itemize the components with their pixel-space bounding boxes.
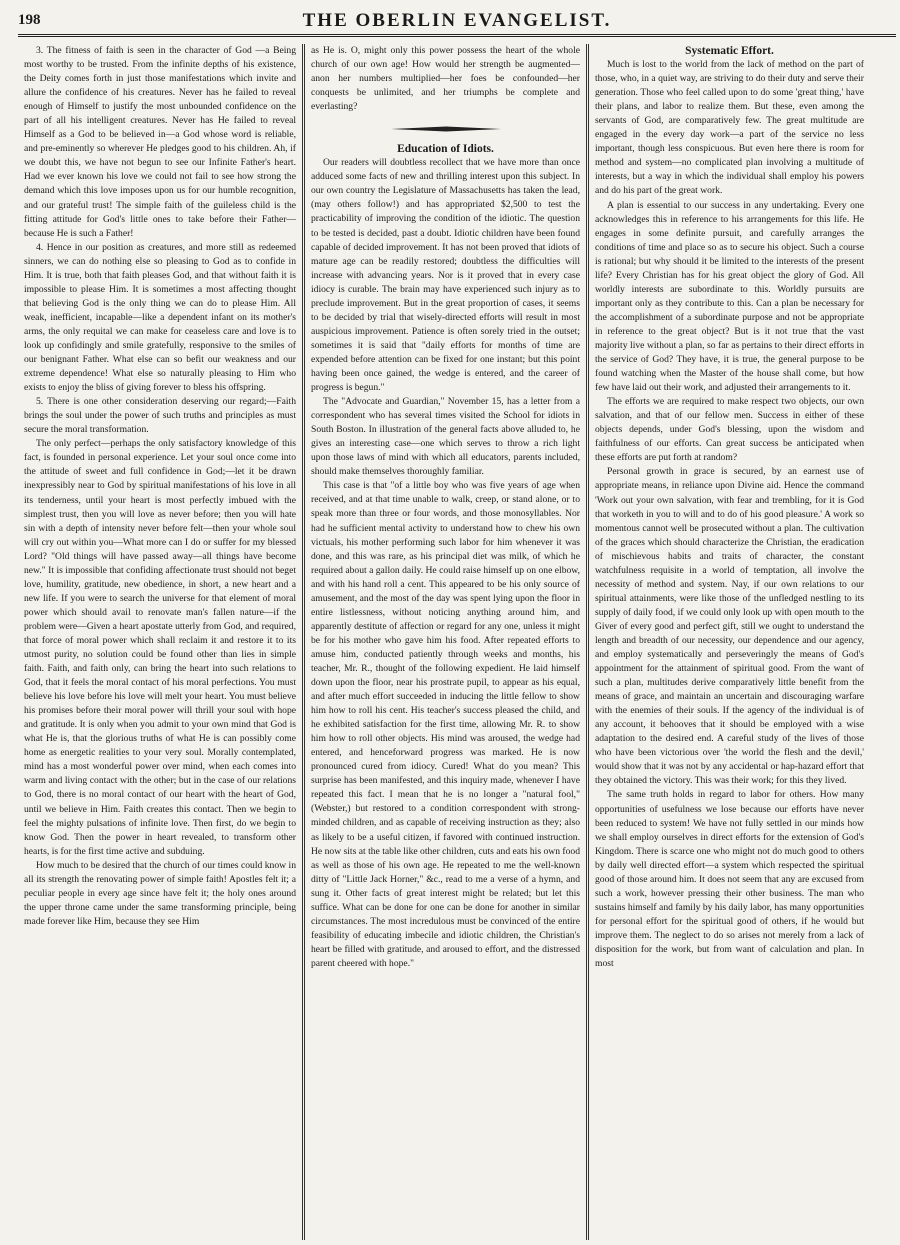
paragraph-5: The same truth holds in regard to labor for others. How many opportunities of usefulness we lose because our efforts have never been reduced to system! We have not fully settled in our minds how we shall employ ourselves in direct efforts for the extension of God's Kingdom. There is scarce one who might not do much good to others by daily well directed effort—a system which respected the spiritual good of those around him. It does not seem that any are excused from such a work, however pressing their other business. The man who sustains himself and family by his daily labor, has many opportunities for personal effort for the spiritual good of others, if he would but improve them. The neglect to do so arises not merely from a lack of disposition for the work, but from want of calculation and plan. In most <box>595 789 864 970</box>
paragraph-6: The only perfect—perhaps the only satisfactory knowledge of this fact, is founded in personal experience. Let your soul once come into the attitude of sweet and full confidence in God;—let it be drawn inexpressibly near to God by spiritual manifestations of his love in all its tenderness, until your heart is most perfectly imbued with the simplest trust, then you will love as never before; then you will hate sin with a depth of intensity never before felt—then your whole soul will cry out within you—What more can I do or suffer for my blessed Lord? "Old things will have passed away—all things have become new." It is impossible that confiding affectionate trust should not beget love, humility, gratitude, new obedience, in short, a new heart and a new life. If you were to search the universe for that element of moral power which should avail to renovate man's fallen nature—if the problem were—Given a heart apostate utterly from God, and required, that force of moral power which shall reclaim it and restore it to its utmost purity, no solution could be found other than lies in simple faith. Faith, and faith only, can bring the heart into such relations to God, that it feels the moral contact of his moral perfections. You must believe his love before his love will melt your heart. You must believe his promises before their moral power will thrill your soul with hope and gratitude. It is only when you admit to your own mind that God is what He is, that the glorious truths of what He is can possibly come home as energetic realities to your very soul. Morally contemplated, mind has a most wonderful power over mind, when each comes into warm and living contact with the other; but in the case of our relations to God, there is no moral contact of our heart with the heart of God, until we believe in Him. Faith creates this contact. Then we begin to feel the mighty pulsations of infinite love. Then first, do we begin to know God. Then the power in heart revealed, to transform other hearts, is for the first time active and subduing. <box>24 438 296 857</box>
column-left <box>18 44 302 1240</box>
paragraph-1: Much is lost to the world from the lack of method on the part of those, who, in a quiet way, are striving to do their duty and serve their generation. Those who feel called upon to do some 'great thing,' have their plans, and labor to realize them. But these, even among the servants of God, are comparatively few. The great multitude are engaged in the every day work—a part of the service no less important, though less conspicuous. But even here there is room for method and system—no complicated plan involving a multitude of interests, but a way in which the individual shall employ his powers and do his part of the great work. <box>595 59 864 197</box>
masthead <box>18 8 896 37</box>
paragraph-2: A plan is essential to our success in any undertaking. Every one acknowledges this in reference to his arrangements for this life. He engages in some definite pursuit, and carefully arranges the conditions of time and place so as to secure his object. Such a course is rational; but why should it be limited to the interests of the present life? Every Christian has for his great object the glory of God. All worldly interests are subordinate to this. Worldly pursuits are important only as they contribute to this. Can a plan be necessary for the accomplishment of a subordinate purpose and not be appropriate in reference to the great object? But is it not true that the vast majority live without a plan, so far as pertains to their direct efforts in the service of God? They have, it is true, the general purpose to be found watching when the Master of the house shall come, but how few have laid out their work, and adjusted their arrangements to it. <box>595 199 864 394</box>
article-heading-systematic-effort: Systematic Effort. <box>685 45 774 57</box>
journal-title: THE OBERLIN EVANGELIST. <box>302 10 612 31</box>
paragraph-4: Personal growth in grace is secured, by an earnest use of appropriate means, in reliance upon Divine aid. Hence the command 'Work out your own salvation, with fear and trembling, for it is God that worketh in you to will and to do of his good pleasure.' A work so momentous cannot well be prosecuted without a plan. The cultivation of the graces which should characterize the Christian, the eradication of mischievous habits and traits of character, the constant watchfulness requisite in a world of temptation, all involve the necessity of method and system. Nay, if our own relations to our spiritual attainments, were like those of the unfledged nestling to its supply of daily food, if we could only look up with open mouth to the Giver of every good and perfect gift, still we ought to understand the length and breadth of our necessity, our dependence and our agency, and employ systematically and perseveringly the means of God's appointment for the attainment of spiritual good. From the want of such a plan, multitudes derive comparatively little benefit from the means of grace, and maintain an uncertain and discouraging warfare with the enemies of their souls. If the agency of the individual is of any account, it behooves that it should be employed with a wise adaptation to the desired end. A careful study of the lives of those who have been victorious over 'the world the flesh and the devil,' would show that it was not by any accidental or hap-hazard effort that they obtained the victory. This was their work; for this they lived. <box>595 466 864 787</box>
paragraph-3: 3. The fitness of faith is seen in the character of God —a Being most worthy to be trusted. From the infinite depths of his existence, the Deity comes forth in just those manifestations which invite and allure the confidence of his creatures. Never has he failed to reveal enough of Himself to justify the most unbounded confidence on the part of all his intelligent creatures. Never has He failed to reveal Himself as a God to be believed in—a God whose word is reliable, and pre-eminently so wherever He pledges good to his children. Ah, if we doubt this, we have not begun to see our Infinite Father's heart. Had we ever known his love we could not fail to see how strong the demand which this love imposes upon us for our humble recognition, and our grateful trust! The simple faith of the guileless child is the fitting attitude for God's little ones to take before their Father—because He is such a Father! <box>24 45 296 239</box>
columns <box>18 44 896 1240</box>
column-middle <box>302 44 586 1240</box>
column-right <box>586 44 870 1240</box>
paragraph-7: How much to be desired that the church of our times could know in all its strength the renovating power of simple faith! Apostles felt it; a peculiar people in every age since have felt it; the holy ones around the upper throne came under the same transforming principle, being made forever like Him, because they see Him <box>24 859 296 927</box>
paragraph-3: The efforts we are required to make respect two objects, our own salvation, and that of our fellow men. Success in either of these objects depends, under God's blessing, upon the wisdom and faithfulness of our efforts. Can great success be anticipated when these efforts are put forth at random? <box>595 396 864 464</box>
paragraph-2: The "Advocate and Guardian," November 15, has a letter from a correspondent who has several times visited the School for idiots in South Boston. In illustration of the general facts above alluded to, he gives an interesting case—one which serves to throw a rich light upon those laws of mind with which all educators, parents included, should make themselves thoroughly familiar. <box>311 396 580 478</box>
section-divider <box>391 126 501 132</box>
paragraph-1: Our readers will doubtless recollect that we have more than once adduced some facts of new and thrilling interest upon this subject. In our own country the Legislature of Massachusetts has taken the lead, (may others follow!) and has appropriated $2,500 to test the practicability of improving the condition of the idiotic. The question to be tested is decided, past a doubt. Idiotic children have been found capable of decided improvement. It has not been proved that idiots of mature age can be readily restored; doubtless the difficulties will increase with advancing years. Nor is it proved that in every case idiocy is curable. The brain may have experienced such injury as to preclude improvement. But in the great proportion of cases, it seems to be decided by trial that wisely-directed efforts will result in most auspicious improvement. Patience is often sorely tried in the outset; sometimes it is said that "daily efforts for months of time are expended before attention can be fixed for one instant; but this point having been once gained, the wedge is entered, and the career of progress is begun." <box>311 157 580 394</box>
newspaper-page <box>18 8 896 1240</box>
article-heading-education-of-idiots: Education of Idiots. <box>397 143 494 156</box>
page-number: 198 <box>18 12 41 28</box>
paragraph-4: 4. Hence in our position as creatures, and more still as redeemed sinners, we can do nothing else so pleasing to God as to confide in Him. It is true, both that faith pleases God, and that without faith it is impossible to please Him. It is sometimes a most affecting thought that believing God is the only thing we can do to please Him. All weak, inefficient, incapable—like a dependent infant on its mother's arms, the only requital we can make for ceaseless care and love is to look up confidingly and smile gratefully, responsive to the smiles of our benignant Father. What else can so befit our weakness and our extreme dependence! What else so naturally pleasing to Him who exists to enjoy the bliss of giving forever to bless his offspring. <box>24 241 296 394</box>
paragraph-3: This case is that "of a little boy who was five years of age when received, and at that time unable to walk, creep, or stand alone, or to speak more than three or four words, and those monosyllables. Nor had he sufficient mental activity to understand how to chew his own victuals, his mother performing such labor for him whenever it was done, and this was rare, as his principal diet was milk, of which he required about a gallon daily. He could raise himself up on one elbow, and with his hand roll a cent. This appeared to be his only source of amusement, and the most of the day was spent lying upon the floor in entire listlessness, without noticing anything around him, and apparently destitute of affection or regard for any one, unless it might be for his mother who gave him his food. After repeated efforts to amuse him, conducted patiently through weeks and months, his teacher, Mr. R., thought of the following expedient. He laid himself down upon the floor, near his prostrate pupil, to appear as his equal, and after much effort succeeded in inducing the little fellow to show him how to roll his cent. His teacher's success pleased the child, and he exhibited satisfaction for the first time, allowing Mr. R. to show him how to roll other objects. His mind was aroused, the wedge had entered, and henceforward progress was marked. He is now pronounced cured from idiocy. Cured! What do you mean? This surprise has been manifested, and this inquiry made, whenever I have repeated this fact. I mean that he is no longer a "natural fool," (Webster,) but restored to a condition correspondent with strong-minded children, and as capable of receiving instruction as they; also as likely to be a useful citizen, if favored with continued instruction. He now sits at the table like other children, cuts and eats his own food as well as those of his own age. He repeated to me the well-known ditty of "Little Jack Horner," &c., read to me a verse of a hymn, and sung it. Other facts of great interest might be related; but let this suffice. What can be done for one can be done for another in similar circumstances. The most incredulous must be convinced of the entire feasibility of educating imbecile and idiotic children, the Christian's heart be filled with gratitude, and aroused to effort, and the distressed parent cheered with hope." <box>311 480 580 969</box>
paragraph-5: 5. There is one other consideration deserving our regard;—Faith brings the soul under the power of such truths and principles as must secure the moral transformation. <box>24 396 296 436</box>
paragraph-continued: as He is. O, might only this power possess the heart of the whole church of our own age! How would her strength be augmented—anon her numbers multiplied—her foes be confounded—her conquests be unlimited, and her triumphs be complete and everlasting? <box>311 45 580 113</box>
